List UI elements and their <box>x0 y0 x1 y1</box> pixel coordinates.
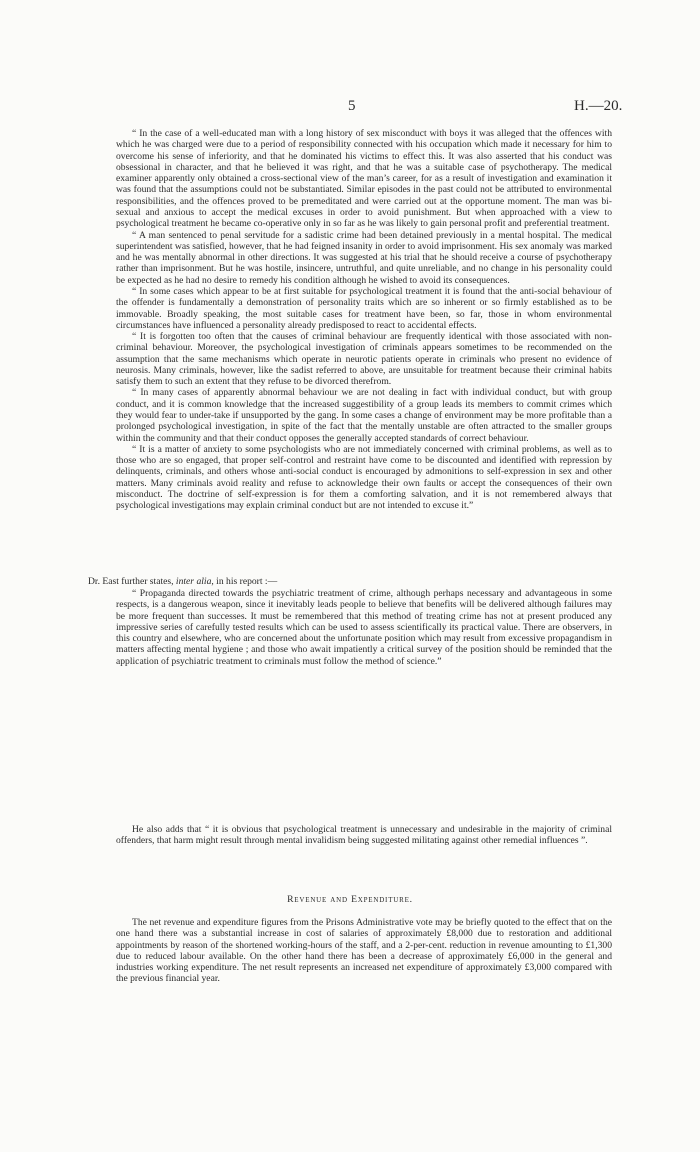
intro-text: Dr. East further states, <box>88 576 176 587</box>
section-heading <box>0 894 700 905</box>
revenue-paragraph <box>116 917 612 985</box>
dr-east-intro <box>88 576 612 587</box>
quote-paragraph: “ In the case of a well-educated man with a long history of sex misconduct with boys it was alleged that the offences with which he was charged were due to a period of responsibility connected with his occupation which made it necessary for him to overcome his sense of inferiority, and that he dominated his victims to effect this. It was also asserted that his conduct was obsessional in character, and that he believed it was right, and that he was a suitable case of psychotherapy. The medical examiner apparently only obtained a cross-sectional view of the man’s career, for as a result of investigation and examination it was found that the assumptions could not be substantiated. Similar episodes in the past could not be attributed to environmental responsibilities, and the offences proved to be premeditated and were carried out at the opportune moment. The man was bi-sexual and anxious to accept the medical excuses in order to avoid punishment. But when approached with a view to psychological treatment he became co-operative only in so far as he was likely to gain personal profit and preferential treatment. <box>116 128 612 230</box>
intro-text-end: , in his report :— <box>211 576 278 587</box>
propaganda-quote <box>116 588 612 667</box>
quote-paragraph: “ A man sentenced to penal servitude for a sadistic crime had been detained previously in a mental hospital. The medical superintendent was satisfied, however, that he had feigned insanity in order to avoid imprisonment. His sex anomaly was marked and he was mentally abnormal in other directions. It was suggested at his trial that he should receive a course of psychotherapy rather than imprisonment. But he was hostile, insincere, untruthful, and quite unreliable, and no change in his personality could be expected as he had no desire to remedy his condition although he wished to avoid its consequences. <box>116 229 612 286</box>
quote-paragraph: “ In many cases of apparently abnormal behaviour we are not dealing in fact with individual conduct, but with group conduct, and it is common knowledge that the increased suggestibility of a group leads its members to commit crimes which they would fear to under-take if unsupported by the gang. In some cases a change of environment may be more profitable than a prolonged psychological investigation, in spite of the fact that the mentally unstable are often attracted to the smaller groups within the community and that their conduct opposes the generally accepted standards of correct behaviour. <box>116 387 612 444</box>
quote-paragraph: “ Propaganda directed towards the psychiatric treatment of crime, although perhaps necessary and advantageous in some respects, is a dangerous weapon, since it inevitably leads people to believe that benefits will be delivered although failures may be more frequent than successes. It must be remembered that this method of treating crime has not at present produced any impressive series of carefully tested results which can be used to assess scientifically its practical value. There are observers, in this country and elsewhere, who are concerned about the unfortunate position which may result from excessive propagandism in matters affecting mental hygiene ; and those who await impatiently a critical survey of the position should be reminded that the application of psychiatric treatment to criminals must follow the method of science.” <box>116 588 612 667</box>
intro-italic: inter alia <box>175 576 212 587</box>
quote-paragraph: “ In some cases which appear to be at first suitable for psychological treatment it is found that the anti-social behaviour of the offender is fundamentally a demonstration of personality traits which are so inherent or so firmly established as to be immovable. Broadly speaking, the most suitable cases for treatment have been, so far, those in whom environmental circumstances have influenced a personality already predisposed to react to accidental effects. <box>116 285 612 331</box>
report-reference: H.—20. <box>574 98 623 114</box>
quoted-case-reports <box>116 128 612 512</box>
page-number: 5 <box>348 98 356 114</box>
further-statement <box>116 824 612 847</box>
section-heading-text: Revenue and Expenditure. <box>287 894 413 905</box>
quote-paragraph: “ It is forgotten too often that the causes of criminal behaviour are frequently identical with those associated with non-criminal behaviour. Moreover, the psychological investigation of criminals appears sometimes to be recommended on the assumption that the same mechanisms which operate in neurotic patients operate in criminals who present no evidence of neurosis. Many criminals, however, like the sadist referred to above, are unsuitable for treatment because their criminal habits satisfy them to such an extent that they refuse to be divorced therefrom. <box>116 331 612 388</box>
quote-paragraph: “ It is a matter of anxiety to some psychologists who are not immediately concerned with criminal problems, as well as to those who are so engaged, that proper self-control and restraint have come to be discounted and identified with repression by delinquents, criminals, and others whose anti-social conduct is encouraged by admonitions to self-expression in sex and other matters. Many criminals avoid reality and refuse to acknowledge their own faults or accept the consequences of their own misconduct. The doctrine of self-expression is for them a comforting salvation, and it is not remembered always that psychological investigations may explain criminal conduct but are not intended to excuse it.” <box>116 443 612 512</box>
quote-paragraph: He also adds that “ it is obvious that psychological treatment is unnecessary and undesirable in the majority of criminal offenders, that harm might result through mental invalidism being suggested militating against other remedial influences ”. <box>116 824 612 847</box>
body-paragraph: The net revenue and expenditure figures from the Prisons Administrative vote may be briefly quoted to the effect that on the one hand there was a substantial increase in cost of salaries of approximately £8,000 due to restoration and additional appointments by reason of the shortened working-hours of the staff, and a 2-per-cent. reduction in revenue amounting to £1,300 due to reduced labour available. On the other hand there has been a decrease of approximately £6,000 in the general and industries working expenditure. The net result represents an increased net expenditure of approximately £3,000 compared with the previous financial year. <box>116 917 612 985</box>
